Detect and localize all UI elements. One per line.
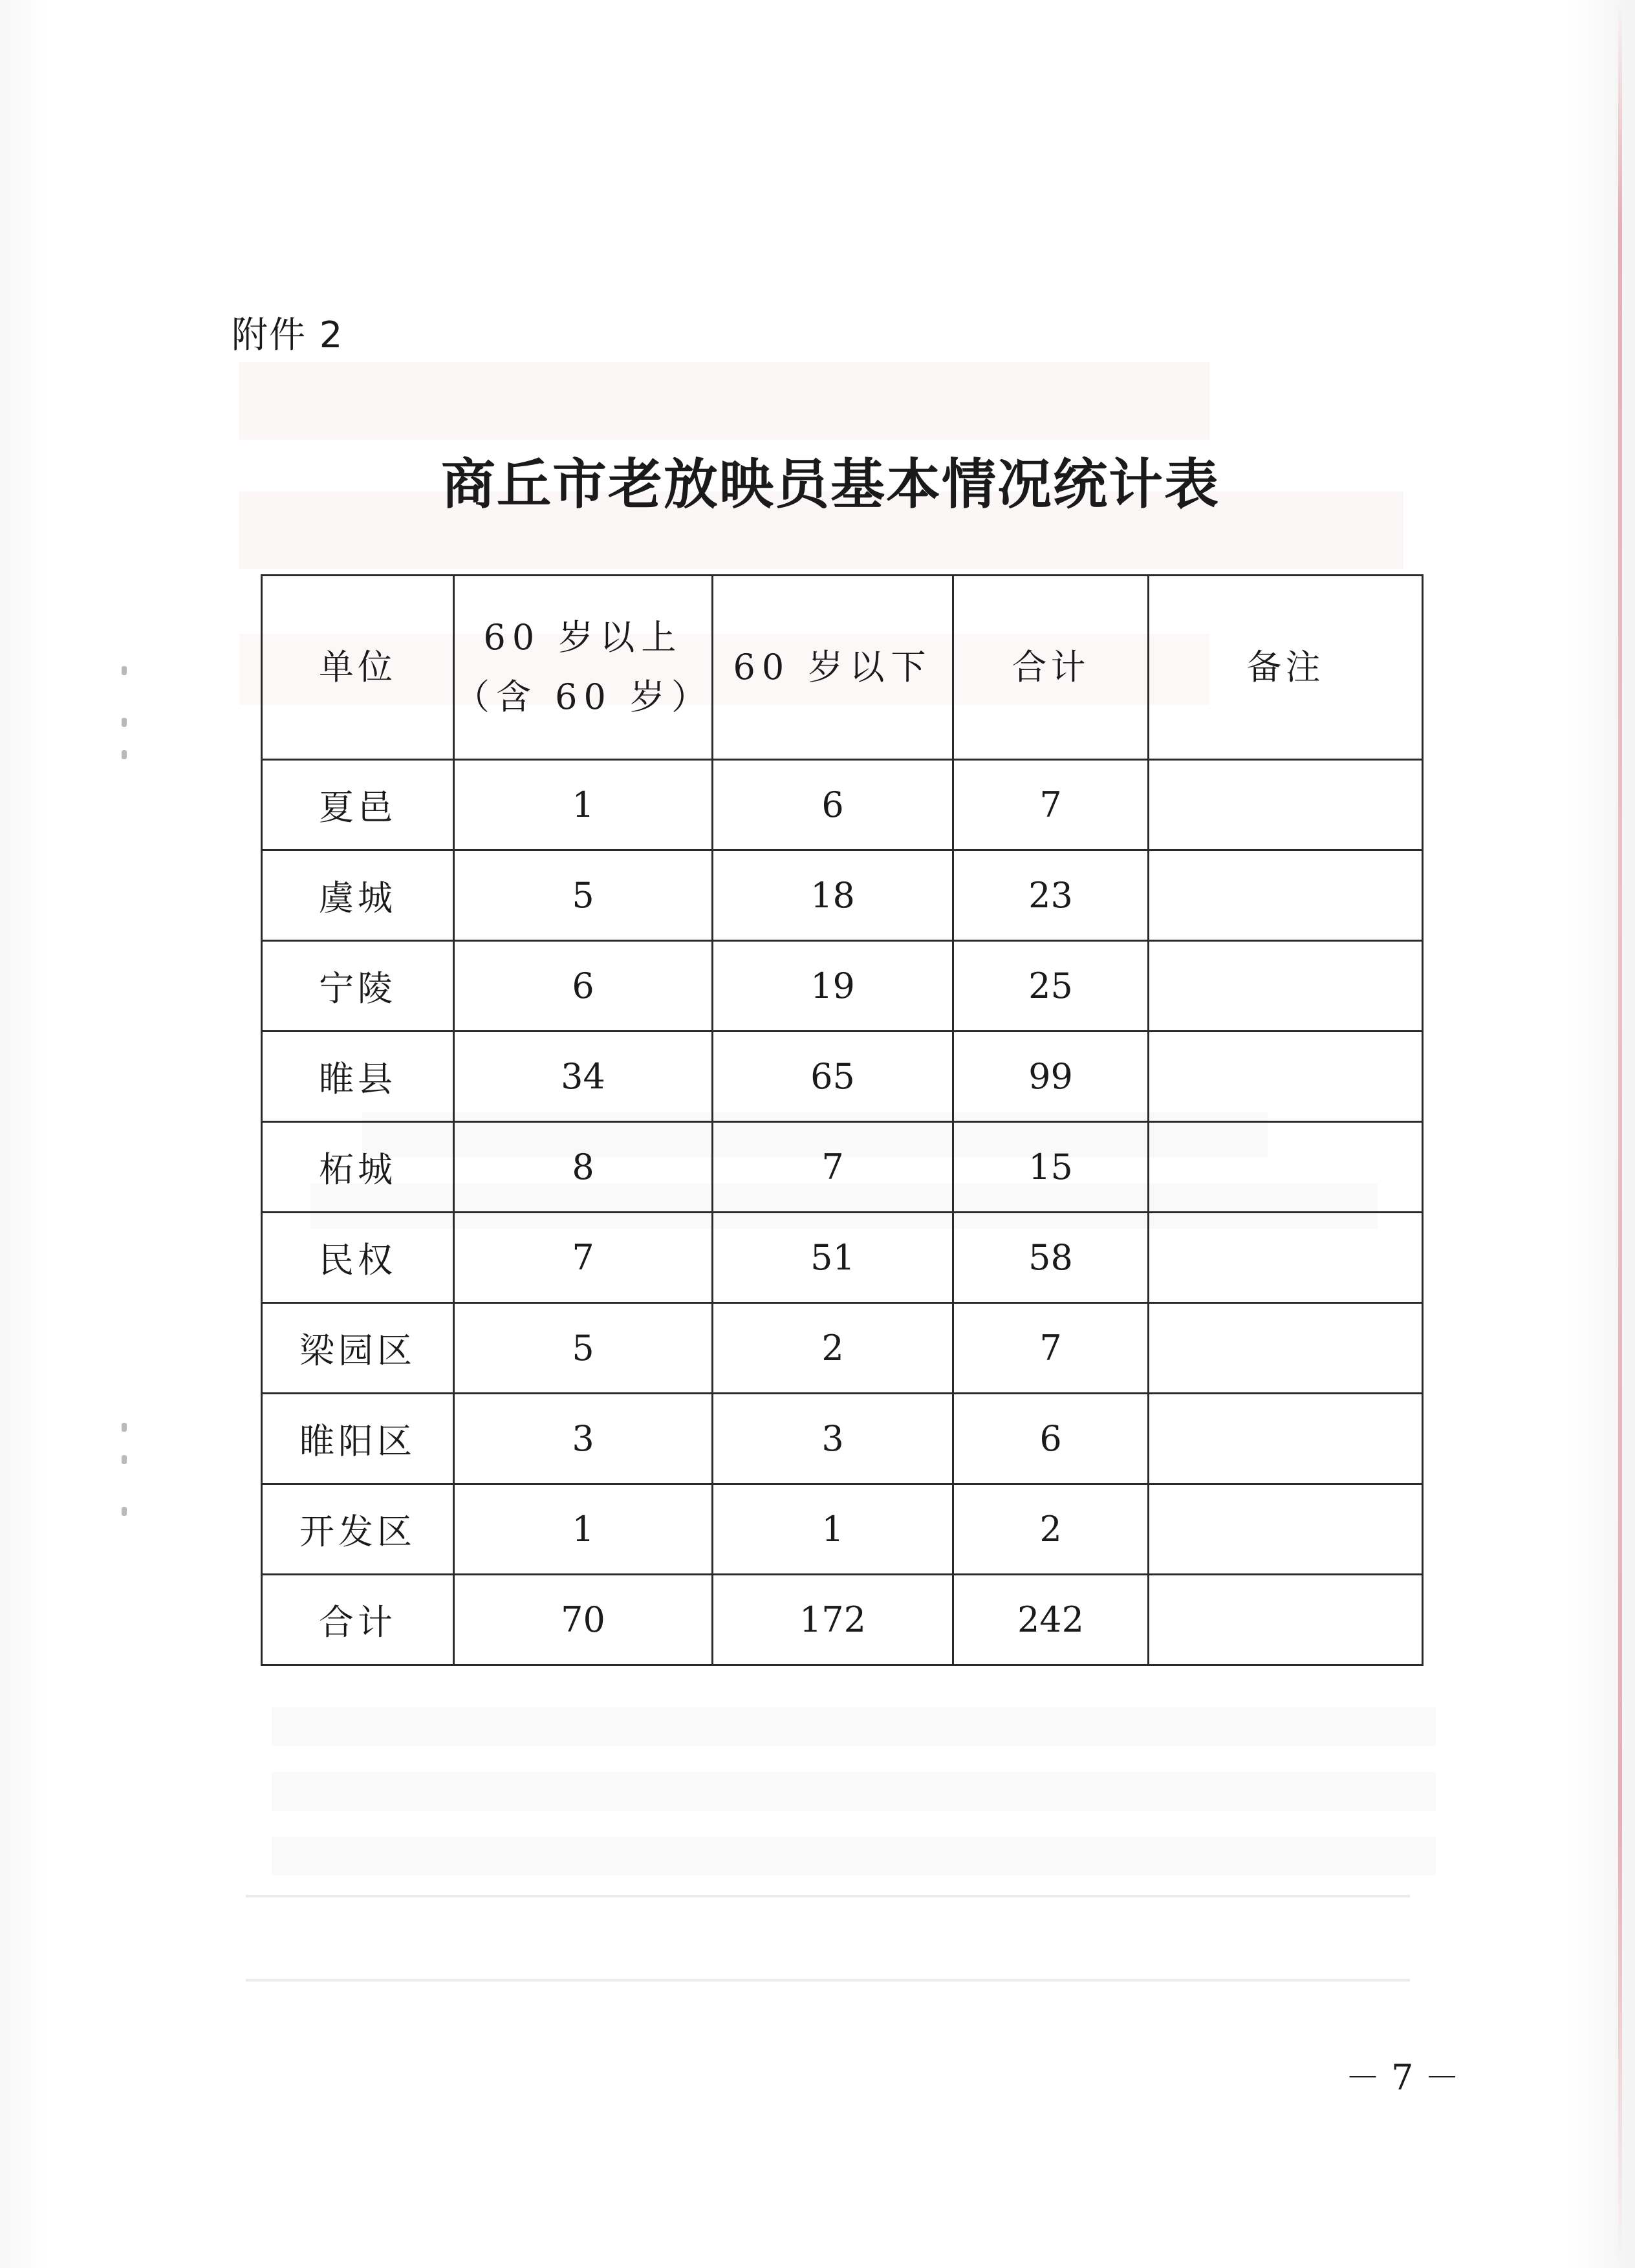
page-title: 商丘市老放映员基本情况统计表	[440, 452, 1220, 516]
cell-remarks	[1149, 1031, 1423, 1122]
binding-hole-mark	[122, 1423, 127, 1432]
binding-hole-mark	[122, 1455, 127, 1464]
cell-unit: 睢县	[262, 1031, 454, 1122]
header-over-60	[454, 576, 713, 760]
header-remarks: 备注	[1149, 576, 1423, 760]
header-under-60: 60 岁以下	[713, 576, 953, 760]
cell-unit: 开发区	[262, 1484, 454, 1575]
page-number: － 7 －	[1345, 2057, 1460, 2098]
cell-remarks	[1149, 941, 1423, 1031]
cell-under-60: 7	[713, 1122, 953, 1213]
cell-over-60: 1	[454, 1484, 713, 1575]
header-unit: 单位	[262, 576, 454, 760]
cell-total: 6	[953, 1394, 1149, 1484]
table-row	[262, 1031, 1423, 1122]
bleed-through-band	[272, 1772, 1436, 1811]
cell-remarks	[1149, 1122, 1423, 1213]
cell-over-60: 34	[454, 1031, 713, 1122]
cell-over-60: 3	[454, 1394, 713, 1484]
table-row	[262, 760, 1423, 850]
cell-over-60: 8	[454, 1122, 713, 1213]
cell-unit: 宁陵	[262, 941, 454, 1031]
bleed-through-rule	[246, 1895, 1410, 1897]
table-row	[262, 941, 1423, 1031]
cell-under-60: 2	[713, 1303, 953, 1394]
cell-unit: 梁园区	[262, 1303, 454, 1394]
cell-total: 15	[953, 1122, 1149, 1213]
cell-total: 7	[953, 760, 1149, 850]
cell-unit: 夏邑	[262, 760, 454, 850]
cell-over-60: 7	[454, 1213, 713, 1303]
binding-hole-mark	[122, 666, 127, 675]
table-row	[262, 850, 1423, 941]
table-row	[262, 1484, 1423, 1575]
bleed-through-band	[272, 1707, 1436, 1746]
red-edge-bleed	[1618, 0, 1622, 2268]
cell-over-60: 5	[454, 850, 713, 941]
cell-total: 2	[953, 1484, 1149, 1575]
cell-over-60: 6	[454, 941, 713, 1031]
binding-hole-mark	[122, 718, 127, 727]
cell-unit: 睢阳区	[262, 1394, 454, 1484]
cell-remarks	[1149, 850, 1423, 941]
cell-total: 242	[953, 1575, 1149, 1665]
cell-remarks	[1149, 760, 1423, 850]
cell-remarks	[1149, 1575, 1423, 1665]
header-over-60-line1: 60 岁以上	[483, 617, 683, 658]
cell-over-60: 1	[454, 760, 713, 850]
cell-under-60: 3	[713, 1394, 953, 1484]
bleed-through-band	[272, 1837, 1436, 1875]
bleed-through-band	[239, 362, 1209, 440]
table-row	[262, 1213, 1423, 1303]
cell-unit: 合计	[262, 1575, 454, 1665]
cell-under-60: 6	[713, 760, 953, 850]
binding-hole-mark	[122, 1507, 127, 1516]
header-total: 合计	[953, 576, 1149, 760]
statistics-table	[261, 574, 1424, 1666]
cell-under-60: 51	[713, 1213, 953, 1303]
cell-under-60: 1	[713, 1484, 953, 1575]
table-row	[262, 1122, 1423, 1213]
table-total-row	[262, 1575, 1423, 1665]
cell-total: 25	[953, 941, 1149, 1031]
cell-remarks	[1149, 1484, 1423, 1575]
bleed-through-rule	[246, 1979, 1410, 1982]
cell-remarks	[1149, 1394, 1423, 1484]
header-over-60-line2: （含 60 岁）	[455, 676, 713, 717]
table-header-row	[262, 576, 1423, 760]
cell-remarks	[1149, 1213, 1423, 1303]
annex-label: 附件 2	[232, 314, 344, 356]
cell-under-60: 172	[713, 1575, 953, 1665]
cell-under-60: 19	[713, 941, 953, 1031]
cell-over-60: 5	[454, 1303, 713, 1394]
cell-over-60: 70	[454, 1575, 713, 1665]
cell-total: 58	[953, 1213, 1149, 1303]
binding-hole-mark	[122, 750, 127, 759]
cell-under-60: 18	[713, 850, 953, 941]
cell-unit: 民权	[262, 1213, 454, 1303]
cell-unit: 柘城	[262, 1122, 454, 1213]
cell-total: 7	[953, 1303, 1149, 1394]
cell-remarks	[1149, 1303, 1423, 1394]
table-row	[262, 1303, 1423, 1394]
cell-under-60: 65	[713, 1031, 953, 1122]
table-row	[262, 1394, 1423, 1484]
cell-total: 99	[953, 1031, 1149, 1122]
cell-total: 23	[953, 850, 1149, 941]
cell-unit: 虞城	[262, 850, 454, 941]
